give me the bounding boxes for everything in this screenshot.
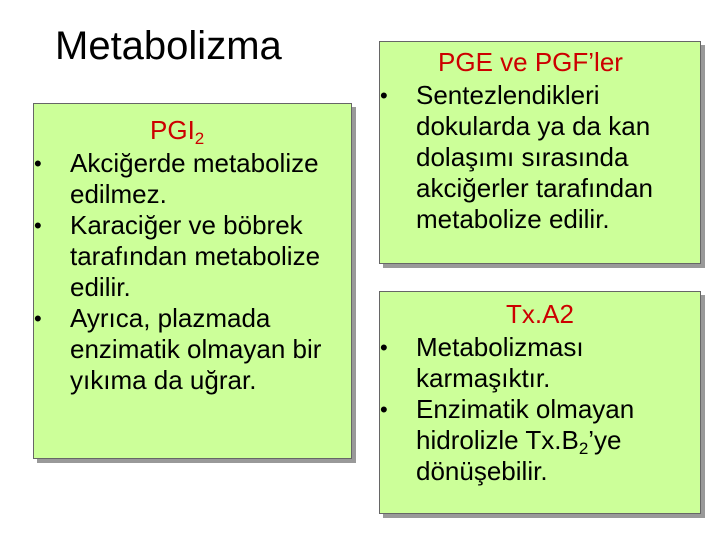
txa2-bullet-subscript: 2 bbox=[578, 439, 589, 458]
txa2-bullet-list bbox=[380, 332, 700, 487]
slide-title: Metabolizma bbox=[55, 24, 282, 68]
pgi2-bullet: • Ayrıca, plazmada enzimatik olmayan bir yıkıma da uğrar. bbox=[34, 303, 350, 396]
txa2-box bbox=[379, 291, 701, 514]
pgi2-heading bbox=[150, 114, 204, 146]
pgi2-box bbox=[33, 103, 352, 459]
txa2-bullet: • Metabolizması karmaşıktır. bbox=[380, 332, 656, 394]
pgi2-bullet: • Karaciğer ve böbrek tarafından metabolize edilir. bbox=[34, 210, 340, 303]
pgi2-heading-subscript: 2 bbox=[194, 129, 205, 148]
txa2-bullet bbox=[380, 394, 686, 487]
pge-pgf-bullet-list bbox=[380, 80, 700, 235]
pge-pgf-heading: PGE ve PGF’ler bbox=[438, 47, 623, 77]
pgi2-heading-main: PGI bbox=[150, 115, 195, 145]
pgi2-bullet-list bbox=[34, 148, 350, 396]
pge-pgf-box bbox=[379, 41, 701, 264]
txa2-heading: Tx.A2 bbox=[506, 299, 574, 329]
pgi2-bullet: • Akciğerde metabolize edilmez. bbox=[34, 148, 340, 210]
txa2-bullet-text-end: ’ye dönüşebilir. bbox=[416, 425, 622, 486]
txa2-bullet-text: Enzimatik olmayan hidrolizle Tx.B bbox=[416, 394, 635, 455]
pge-pgf-bullet: • Sentezlendikleri dokularda ya da kan dolaşımı sırasında akciğerler tarafından metabolize edilir. bbox=[380, 80, 696, 235]
